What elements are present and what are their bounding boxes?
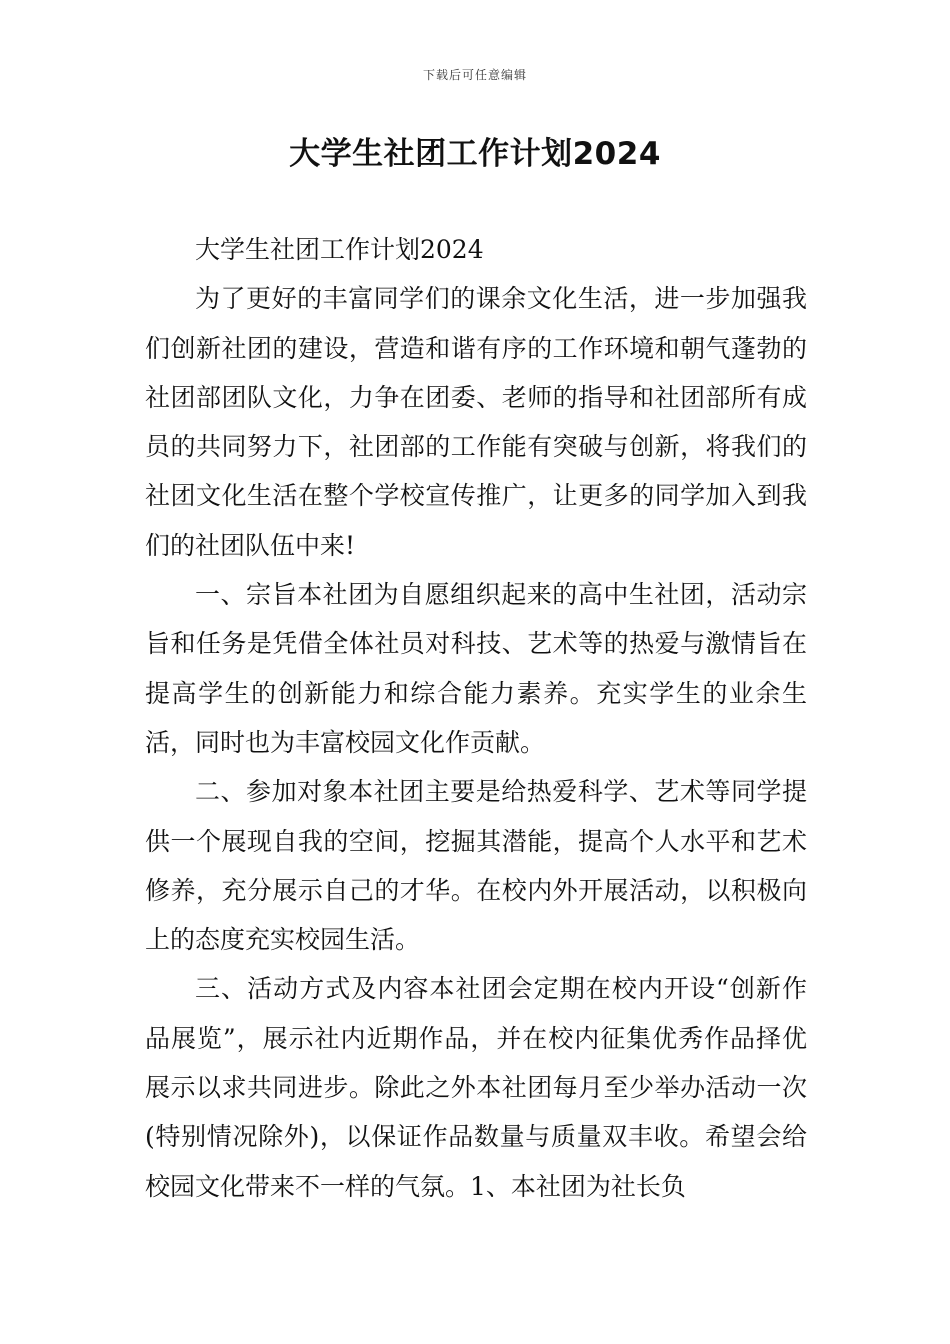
paragraph-purpose: 一、宗旨本社团为自愿组织起来的高中生社团，活动宗旨和任务是凭借全体社员对科技、艺术等的热爱与激情旨在提高学生的创新能力和综合能力素养。充实学生的业余生活，同时也为丰富校园文化作贡献。 — [145, 580, 807, 757]
paragraph-intro: 为了更好的丰富同学们的课余文化生活，进一步加强我们创新社团的建设，营造和谐有序的工作环境和朝气蓬勃的社团部团队文化，力争在团委、老师的指导和社团部所有成员的共同努力下，社团部的工作能有突破与创新，将我们的社团文化生活在整个学校宣传推广，让更多的同学加入到我们的社团队伍中来! — [145, 284, 807, 560]
document-title: 大学生社团工作计划2024 — [289, 136, 661, 172]
paragraph-participants: 二、参加对象本社团主要是给热爱科学、艺术等同学提供一个展现自我的空间，挖掘其潜能，提高个人水平和艺术修养，充分展示自己的才华。在校内外开展活动，以积极向上的态度充实校园生活。 — [145, 777, 807, 955]
paragraph-subtitle: 大学生社团工作计划2024 — [195, 235, 484, 264]
header-note: 下载后可任意编辑 — [422, 68, 527, 82]
paragraph-activities: 三、活动方式及内容本社团会定期在校内开设“创新作品展览”，展示社内近期作品，并在校内征集优秀作品择优展示以求共同进步。除此之外本社团每月至少举办活动一次(特别情况除外)，以保证作品数量与质量双丰收。希望会给校园文化带来不一样的气氛。1、本社团为社长负 — [145, 974, 807, 1201]
document-body — [145, 225, 807, 1211]
